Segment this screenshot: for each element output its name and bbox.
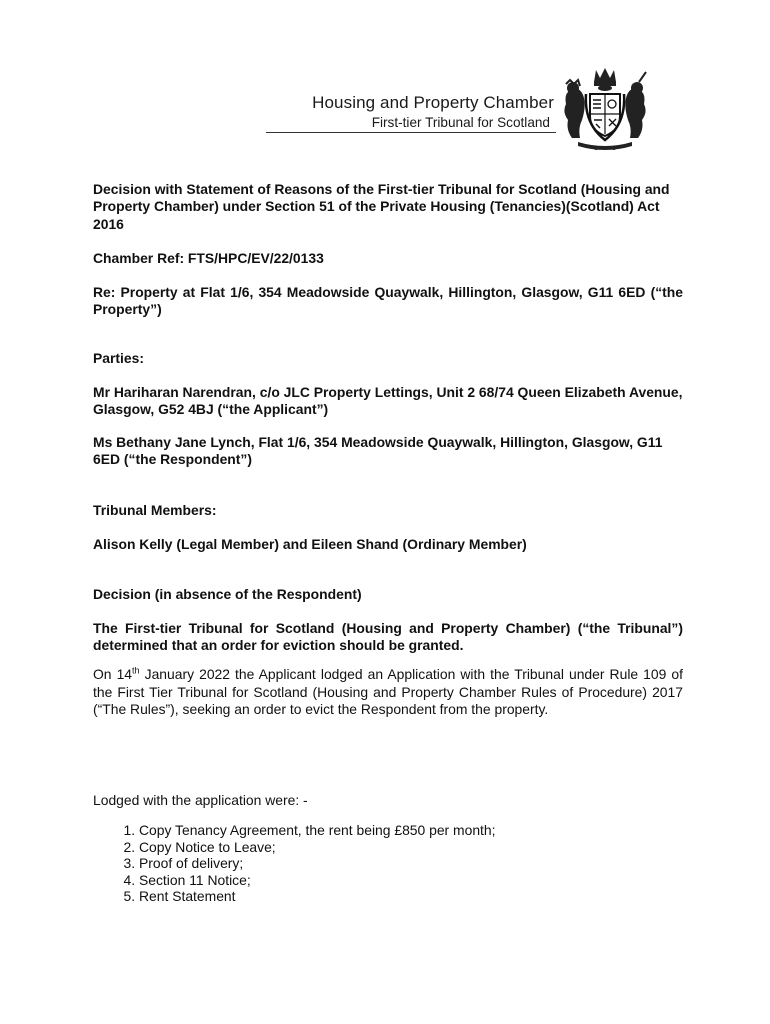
decision-heading: Decision (in absence of the Respondent) <box>93 586 362 602</box>
applicant-details: Mr Hariharan Narendran, c/o JLC Property Lettings, Unit 2 68/74 Queen Elizabeth Avenue, Glasgow, G52 4BJ (“the Applicant”) <box>93 384 683 418</box>
list-item: 4. Section 11 Notice; <box>139 872 683 889</box>
application-paragraph <box>93 666 683 719</box>
application-text: January 2022 the Applicant lodged an Application with the Tribunal under Rule 109 of the First Tier Tribunal for Scotland (Housing and Property Chamber Rules of Procedure) 2017 (“The Rules”), seeking an order to evict the Respondent from the property. <box>93 666 684 718</box>
letterhead-rule <box>266 132 556 133</box>
lodged-documents-list <box>93 822 683 905</box>
property-address: Re: Property at Flat 1/6, 354 Meadowside Quaywalk, Hillington, Glasgow, G11 6ED (“the Property”) <box>93 284 683 318</box>
parties-heading: Parties: <box>93 350 144 366</box>
list-item: 2. Copy Notice to Leave; <box>139 839 683 856</box>
respondent-details: Ms Bethany Jane Lynch, Flat 1/6, 354 Meadowside Quaywalk, Hillington, Glasgow, G11 6ED (“the Respondent”) <box>93 434 663 468</box>
chamber-reference: Chamber Ref: FTS/HPC/EV/22/0133 <box>93 250 324 266</box>
date-ordinal-suffix: th <box>132 665 140 676</box>
list-item: 1. Copy Tenancy Agreement, the rent being £850 per month; <box>139 822 683 839</box>
list-item: 5. Rent Statement <box>139 888 683 905</box>
royal-coat-of-arms-icon <box>556 64 654 152</box>
decision-title: Decision with Statement of Reasons of the First-tier Tribunal for Scotland (Housing and Property Chamber) under Section 51 of the Private Housing (Tenancies)(Scotland) Act 2016 <box>93 181 670 232</box>
tribunal-members: Alison Kelly (Legal Member) and Eileen Shand (Ordinary Member) <box>93 536 527 552</box>
organisation-subtitle: First-tier Tribunal for Scotland <box>371 115 550 130</box>
organisation-name: Housing and Property Chamber <box>312 93 554 112</box>
decision-statement: The First-tier Tribunal for Scotland (Housing and Property Chamber) (“the Tribunal”) determined that an order for eviction should be granted. <box>93 620 683 654</box>
application-date-prefix: On 14 <box>93 666 133 682</box>
tribunal-members-heading: Tribunal Members: <box>93 502 217 518</box>
list-item: 3. Proof of delivery; <box>139 855 683 872</box>
lodged-intro: Lodged with the application were: - <box>93 792 308 808</box>
